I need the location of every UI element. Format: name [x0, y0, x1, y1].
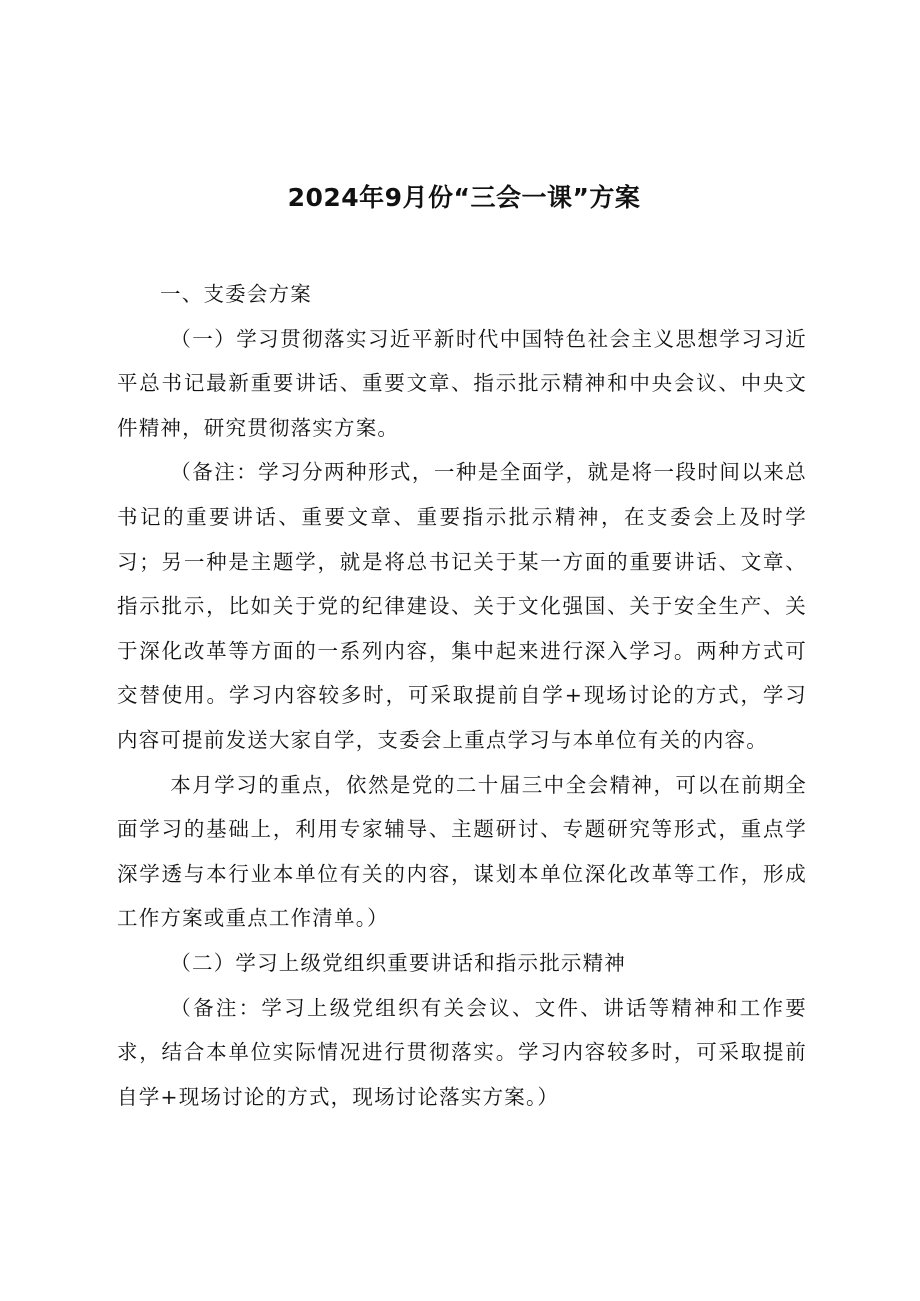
- document-body: [117, 272, 807, 1119]
- section-heading: 一、支委会方案: [160, 282, 312, 306]
- item-1-focus-paragraph: 本月学习的重点，依然是党的二十届三中全会精神，可以在前期全面学习的基础上，利用专家辅导、主题研讨、专题研究等形式，重点学深学透与本行业本单位有关的内容，谋划本单位深化改革等工作，形成工作方案或重点工作清单。）: [117, 772, 807, 931]
- item-2-note-paragraph: （备注：学习上级党组织有关会议、文件、讲话等精神和工作要求，结合本单位实际情况进行贯彻落实。学习内容较多时，可采取提前自学+现场讨论的方式，现场讨论落实方案。）: [117, 995, 807, 1109]
- item-2-paragraph: （二）学习上级党组织重要讲话和指示批示精神: [170, 950, 626, 975]
- item-1-note-paragraph: （备注：学习分两种形式，一种是全面学，就是将一段时间以来总书记的重要讲话、重要文章、重要指示批示精神，在支委会上及时学习；另一种是主题学，就是将总书记关于某一方面的重要讲话、文章、指示批示，比如关于党的纪律建设、关于文化强国、关于安全生产、关于深化改革等方面的一系列内容，集中起来进行深入学习。两种方式可交替使用。学习内容较多时，可采取提前自学+现场讨论的方式，学习内容可提前发送大家自学，支委会上重点学习与本单位有关的内容。: [117, 460, 807, 752]
- item-1-paragraph: （一）学习贯彻落实习近平新时代中国特色社会主义思想学习习近平总书记最新重要讲话、重要文章、指示批示精神和中央会议、中央文件精神，研究贯彻落实方案。: [117, 326, 807, 440]
- document-title: 2024年9月份“三会一课”方案: [287, 183, 641, 212]
